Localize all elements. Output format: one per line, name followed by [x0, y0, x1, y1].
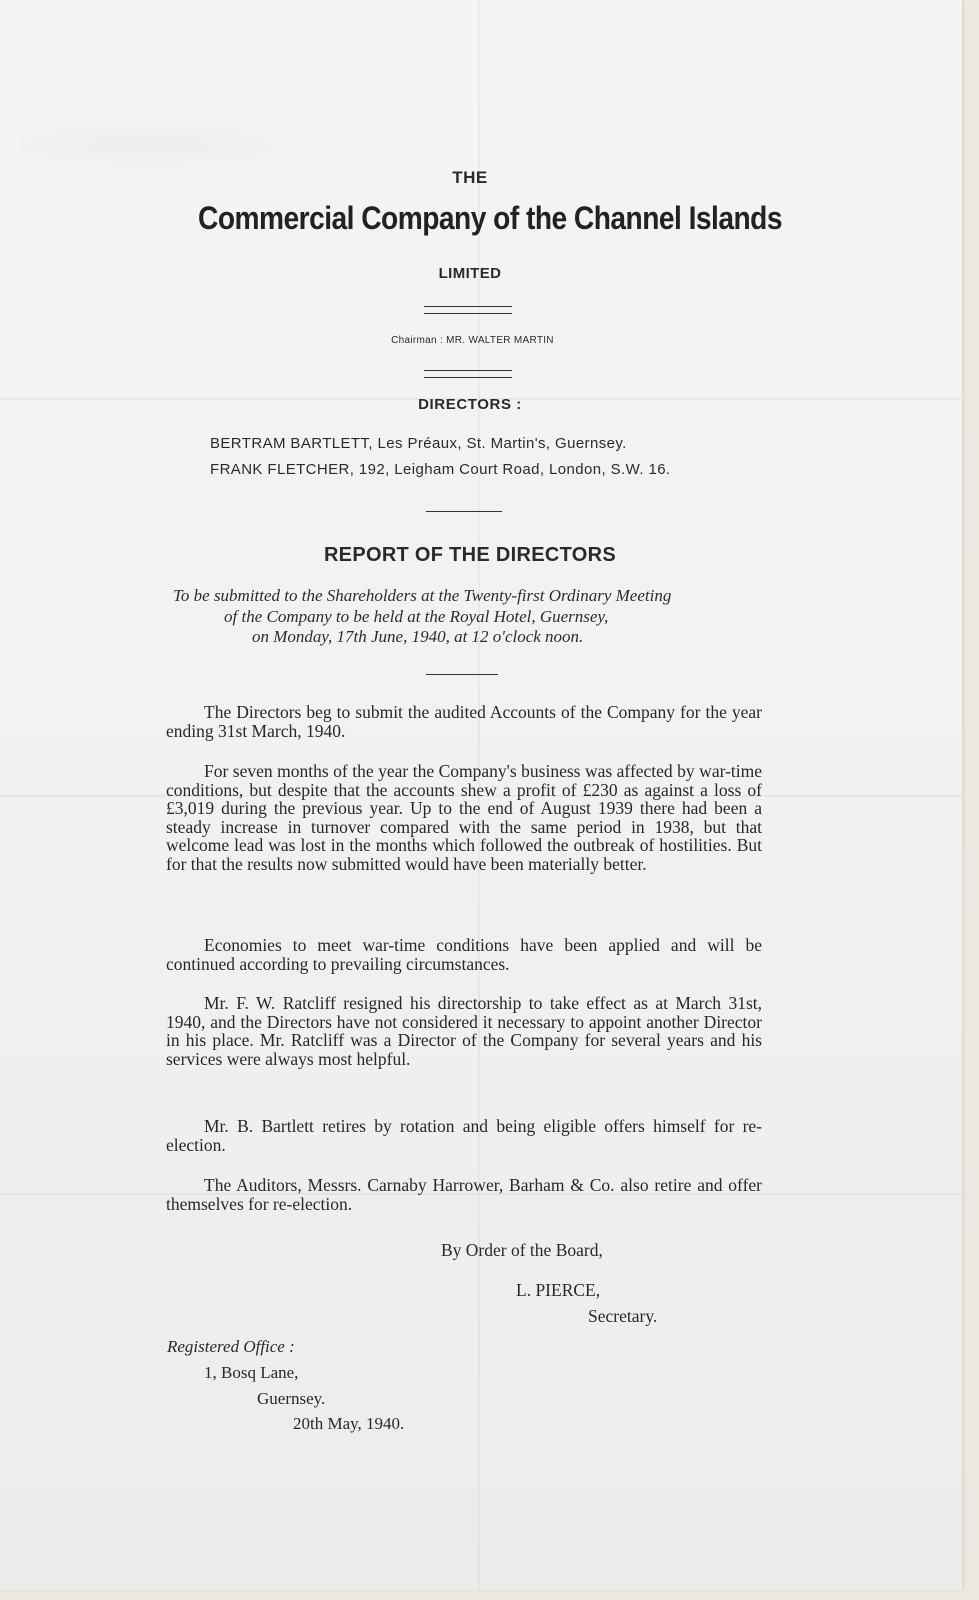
chairman-line: Chairman : MR. WALTER MARTIN	[391, 335, 554, 346]
report-paragraph: The Auditors, Messrs. Carnaby Harrower, Barham & Co. also retire and offer themselves for re-election.	[166, 1175, 762, 1214]
report-paragraph: Mr. F. W. Ratcliff resigned his directorship to take effect as at March 31st, 1940, and the Directors have not considered it necessary to appoint another Director in his place. Mr. Ratcliff was a Director of the Company for several years and his services were always most helpful.	[166, 993, 762, 1069]
header-the: THE	[452, 168, 488, 187]
company-name: Commercial Company of the Channel Islands	[198, 200, 782, 236]
report-paragraph: The Directors beg to submit the audited Accounts of the Company for the year ending 31st March, 1940.	[166, 702, 762, 741]
secretary-title: Secretary.	[588, 1306, 658, 1326]
header-limited: LIMITED	[438, 265, 502, 282]
director-line: FRANK FLETCHER, 192, Leigham Court Road, London, S.W. 16.	[210, 461, 671, 478]
by-order-line: By Order of the Board,	[441, 1240, 603, 1260]
meeting-notice-line: on Monday, 17th June, 1940, at 12 o'clock noon.	[252, 627, 584, 646]
registered-office-heading: Registered Office :	[167, 1337, 295, 1356]
divider-rule	[426, 511, 502, 512]
meeting-notice-line: of the Company to be held at the Royal Hotel, Guernsey,	[224, 607, 609, 626]
report-title: REPORT OF THE DIRECTORS	[323, 544, 617, 566]
paper-smudge	[20, 115, 340, 175]
double-rule	[424, 370, 512, 378]
report-paragraph: Mr. B. Bartlett retires by rotation and being eligible offers himself for re-election.	[166, 1116, 762, 1155]
report-paragraph: For seven months of the year the Company's business was affected by war-time conditions, but despite that the accounts shew a profit of £230 as against a loss of £3,019 during the previous year. Up to the end of August 1939 there had been a steady increase in turnover compared with the same period in 1938, but that welcome lead was lost in the months which followed the outbreak of hostilities. But for that the results now submitted would have been materially better.	[166, 761, 762, 874]
meeting-notice-line: To be submitted to the Shareholders at the Twenty-first Ordinary Meeting	[173, 586, 672, 605]
address-line: 1, Bosq Lane,	[204, 1363, 299, 1382]
directors-heading: DIRECTORS :	[418, 396, 522, 413]
report-paragraph: Economies to meet war-time conditions have been applied and will be continued according to prevailing circumstances.	[166, 935, 762, 974]
double-rule	[424, 306, 512, 314]
address-line: Guernsey.	[257, 1389, 326, 1408]
secretary-name: L. PIERCE,	[516, 1280, 601, 1300]
divider-rule	[426, 674, 498, 675]
director-line: BERTRAM BARTLETT, Les Préaux, St. Martin's, Guernsey.	[210, 435, 627, 452]
report-date: 20th May, 1940.	[293, 1414, 405, 1433]
